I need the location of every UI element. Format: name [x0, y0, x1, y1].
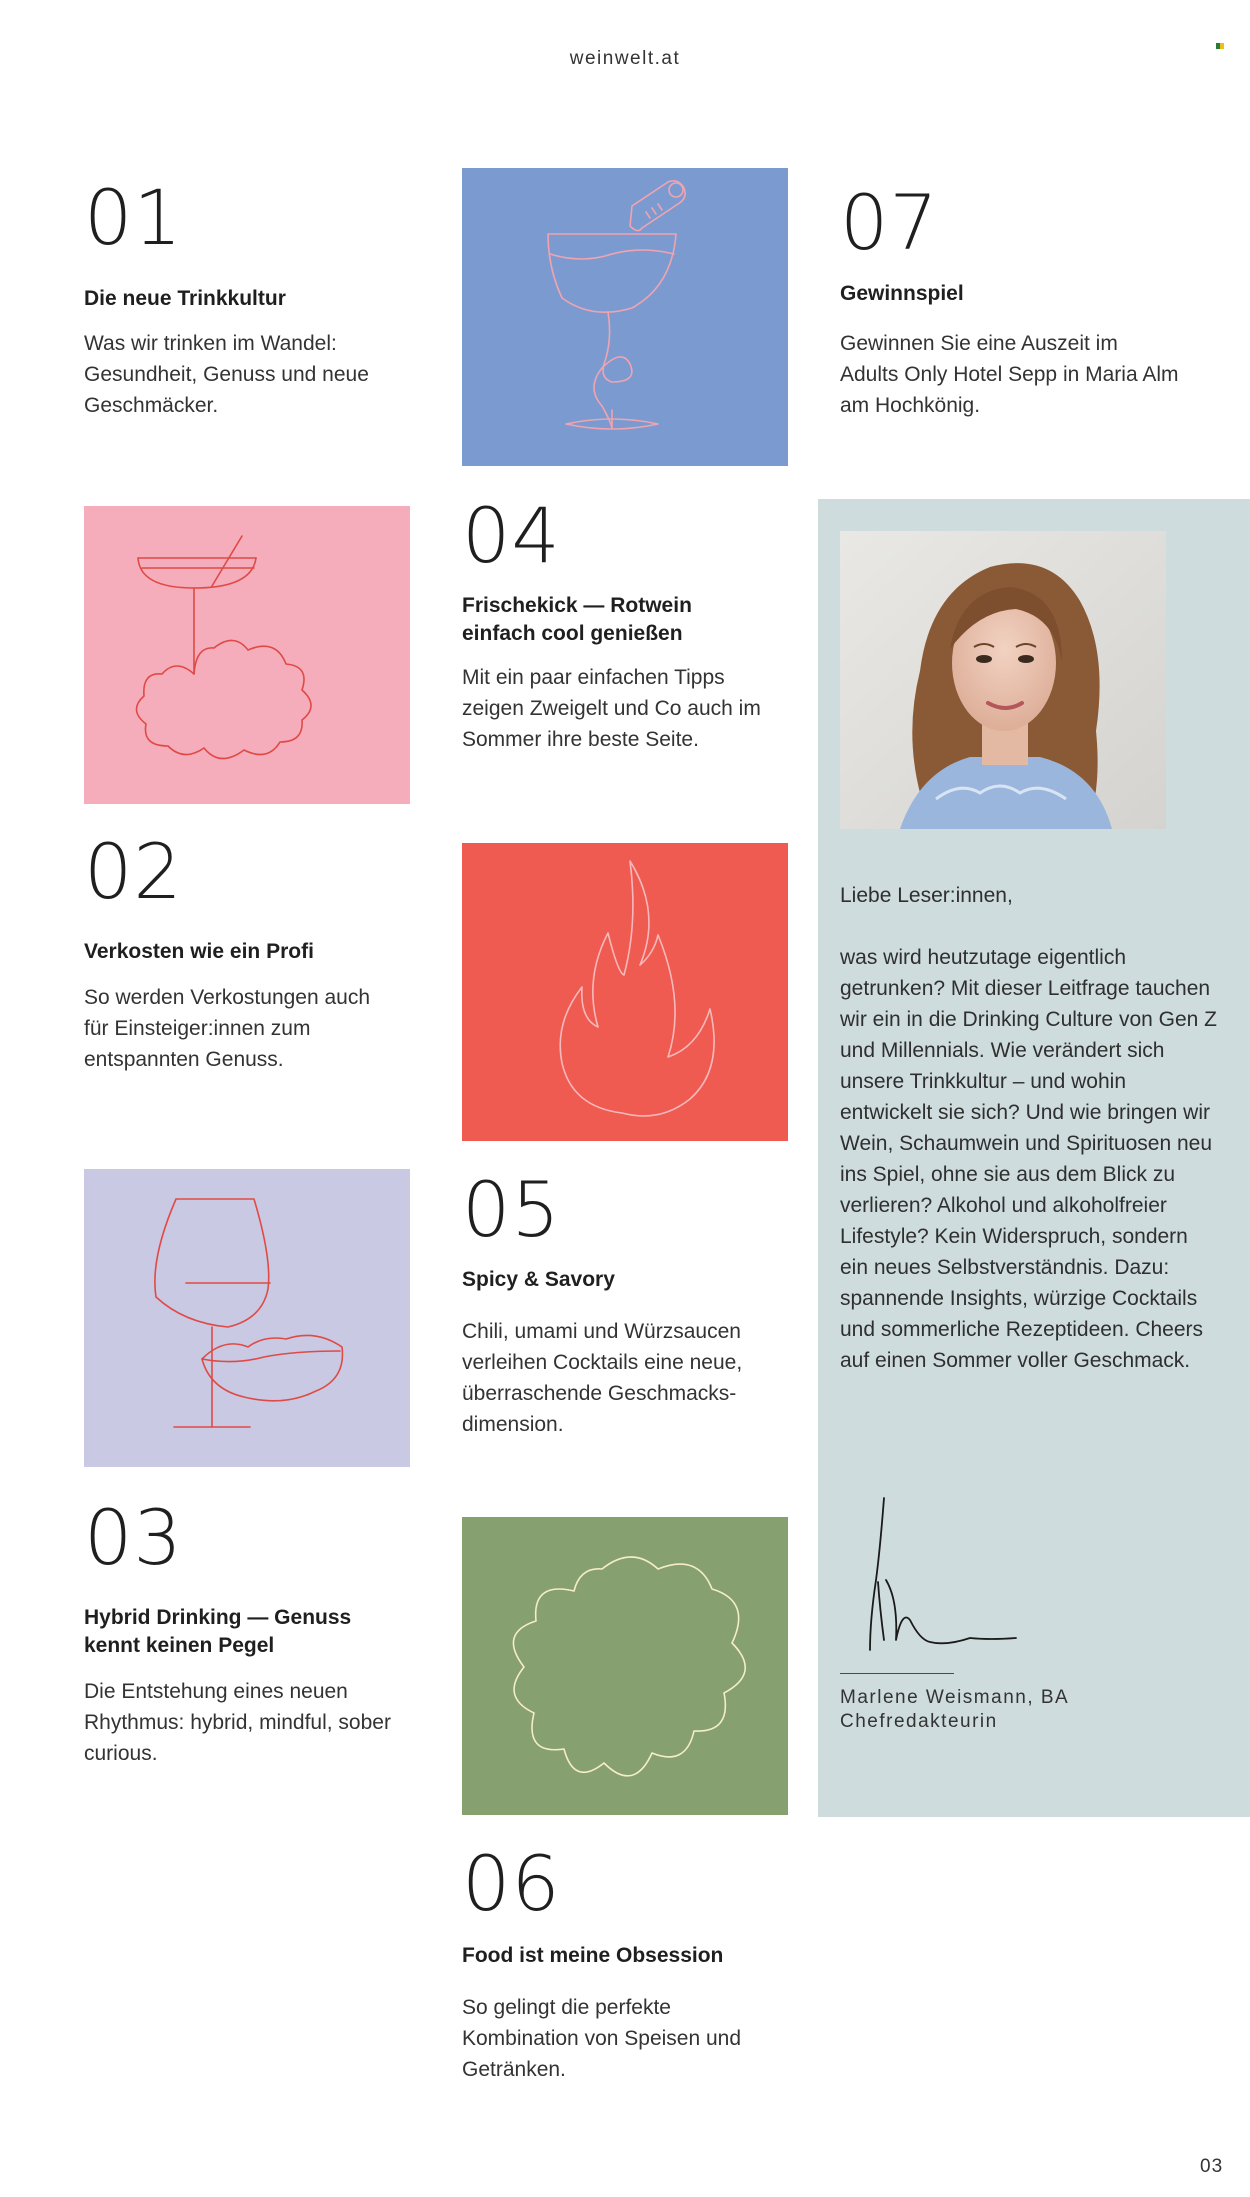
signature-icon [840, 1490, 1020, 1660]
item-title-06: Food ist meine Obsession [462, 1944, 724, 1967]
item-text-04: Mit ein paar einfachen Tipps zeigen Zweigelt und Co auch im Sommer ihre beste Seite. [462, 666, 761, 751]
item-text-01: Was wir trinken im Wandel: Gesundheit, Genuss und neue Geschmäcker. [84, 332, 369, 417]
author-block [840, 1686, 1069, 1734]
letter-body: was wird heutzutage eigentlich getrunken? Mit dieser Leitfrage tauchen wir ein in die Drinking Culture von Gen Z und Millennials. Wie verändert sich unsere Trinkkultur – und wohin entwickelt sie sich? Und wie bringen wir Wein, Schaumwein und Spirituosen neu ins Spiel, ohne sie aus dem Blick zu verlieren? Alkohol und alkoholfreier Lifestyle? Kein Widerspruch, sondern ein neues Selbstverständnis. Dazu: spannende Insights, würzige Cocktails und sommerliche Rezeptideen. Cheers auf einen Sommer voller Geschmack. [840, 946, 1217, 1372]
item-number-02: 02 [84, 827, 183, 916]
site-name: weinwelt.at [569, 48, 681, 69]
item-number-04: 04 [462, 491, 561, 580]
wine-glass-tile [84, 1169, 410, 1467]
wine-glass-lips-icon [84, 1169, 410, 1467]
flame-icon [462, 843, 788, 1141]
coupe-glass-tile [84, 506, 410, 804]
flower-blob-icon [462, 1517, 788, 1815]
item-text-02: So werden Verkostungen auch für Einsteiger:innen zum entspannten Genuss. [84, 986, 371, 1071]
item-text-07: Gewinnen Sie eine Auszeit im Adults Only Hotel Sepp in Maria Alm am Hochkönig. [840, 332, 1179, 417]
item-text-03: Die Entstehung eines neuen Rhythmus: hybrid, mindful, sober curious. [84, 1680, 391, 1765]
page-number: 03 [1200, 2156, 1224, 2177]
cocktail-thermometer-icon [462, 168, 788, 466]
author-name: Marlene Weismann, BA [840, 1687, 1070, 1708]
item-title-01: Die neue Trinkkultur [84, 287, 286, 310]
flag-mark [1216, 43, 1224, 49]
item-title-02: Verkosten wie ein Profi [84, 940, 314, 963]
signature-line [840, 1673, 954, 1674]
editorial-letter [840, 880, 1220, 1407]
item-number-01: 01 [84, 173, 183, 262]
item-number-06: 06 [462, 1839, 561, 1928]
editor-portrait [840, 531, 1166, 829]
item-title-03: Hybrid Drinking — Genuss kennt keinen Pegel [84, 1606, 352, 1657]
flower-tile [462, 1517, 788, 1815]
item-title-07: Gewinnspiel [840, 282, 964, 305]
flame-tile [462, 843, 788, 1141]
item-number-03: 03 [84, 1493, 183, 1582]
item-number-07: 07 [840, 178, 939, 267]
item-number-05: 05 [462, 1165, 561, 1254]
coupe-glass-cloud-icon [84, 506, 410, 804]
item-text-06: So gelingt die perfekte Kombination von Speisen und Getränken. [462, 1996, 742, 2081]
author-role: Chefredakteurin [840, 1711, 998, 1732]
letter-greeting: Liebe Leser:innen, [840, 884, 1013, 907]
item-text-05: Chili, umami und Würzsaucen verleihen Cocktails eine neue, überraschende Geschmacks-dimension. [462, 1320, 743, 1436]
item-title-05: Spicy & Savory [462, 1268, 615, 1291]
item-title-04: Frischekick — Rotwein einfach cool genießen [462, 594, 692, 645]
cocktail-tile [462, 168, 788, 466]
